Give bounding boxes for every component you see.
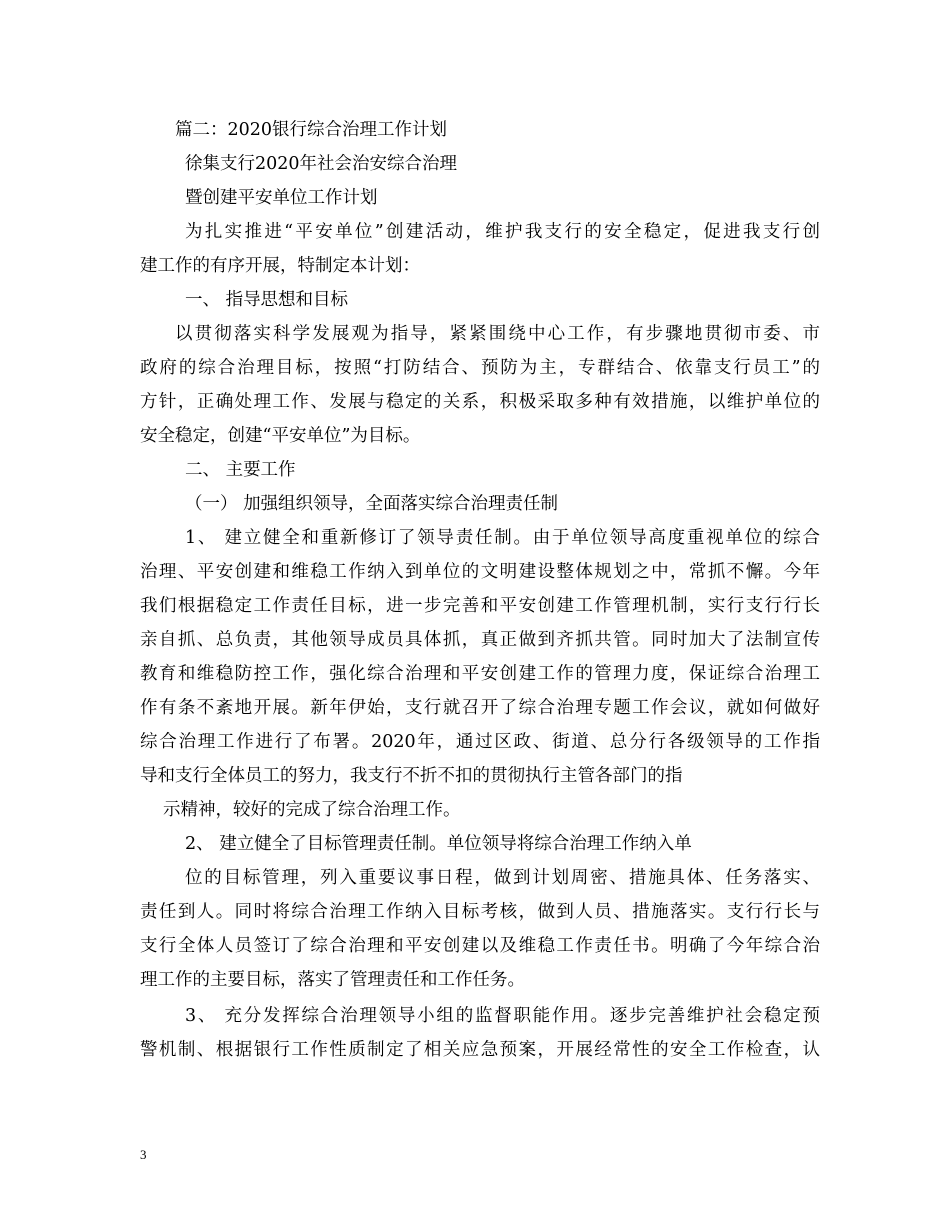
section-heading-1: 一、 指导思想和目标 — [185, 290, 349, 310]
title-line-2: 暨创建平安单位工作计划 — [185, 188, 378, 208]
item-1-paragraph-line: 1、 建立健全和重新修订了领导责任制。由于单位领导高度重视单位的综合 — [185, 528, 820, 548]
item-1-paragraph-line: 教育和维稳防控工作，强化综合治理和平安创建工作的管理力度，保证综合治理工 — [140, 664, 820, 684]
item-2-paragraph-line: 位的目标管理，列入重要议事日程，做到计划周密、措施具体、任务落实、 — [185, 868, 820, 888]
section-1-paragraph-line: 政府的综合治理目标，按照“打防结合、预防为主，专群结合、依靠支行员工”的 — [140, 358, 820, 378]
section-1-paragraph-line: 安全稳定，创建“平安单位”为目标。 — [140, 426, 421, 446]
item-3-paragraph-line: 警机制、根据银行工作性质制定了相关应急预案，开展经常性的安全工作检查，认 — [140, 1040, 820, 1060]
item-2-paragraph-line: 责任到人。同时将综合治理工作纳入目标考核，做到人员、措施落实。支行行长与 — [140, 902, 820, 922]
item-1-paragraph-line: 我们根据稳定工作责任目标，进一步完善和平安创建工作管理机制，实行支行行长 — [140, 596, 820, 616]
section-1-paragraph-line: 以贯彻落实科学发展观为指导，紧紧围绕中心工作，有步骤地贯彻市委、市 — [175, 324, 820, 344]
item-1-paragraph-line: 导和支行全体员工的努力，我支行不折不扣的贯彻执行主管各部门的指 — [140, 766, 683, 786]
title-line-1: 徐集支行2020年社会治安综合治理 — [185, 154, 458, 174]
intro-paragraph-line: 为扎实推进“平安单位”创建活动，维护我支行的安全稳定，促进我支行创 — [185, 222, 820, 242]
section-heading-2: 二、 主要工作 — [185, 460, 296, 480]
intro-paragraph-line: 建工作的有序开展，特制定本计划： — [140, 256, 420, 276]
section-1-paragraph-line: 方针，正确处理工作、发展与稳定的关系，积极采取多种有效措施，以维护单位的 — [140, 392, 820, 412]
item-3-paragraph-line: 3、 充分发挥综合治理领导小组的监督职能作用。逐步完善维护社会稳定预 — [185, 1006, 820, 1026]
item-1-paragraph-line: 综合治理工作进行了布署。2020年，通过区政、街道、总分行各级领导的工作指 — [140, 732, 820, 752]
item-2-paragraph-line: 支行全体人员签订了综合治理和平安创建以及维稳工作责任书。明确了今年综合治 — [140, 936, 820, 956]
item-1-paragraph-line: 示精神，较好的完成了综合治理工作。 — [163, 800, 461, 820]
subsection-heading-1: （一） 加强组织领导，全面落实综合治理责任制 — [185, 494, 559, 514]
page-number: 3 — [140, 1147, 147, 1162]
heading-part-two: 篇二：2020银行综合治理工作计划 — [175, 120, 448, 140]
item-2-paragraph-line: 2、 建立健全了目标管理责任制。单位领导将综合治理工作纳入单 — [185, 834, 692, 854]
item-1-paragraph-line: 作有条不紊地开展。新年伊始，支行就召开了综合治理专题工作会议，就如何做好 — [140, 698, 820, 718]
item-2-paragraph-line: 理工作的主要目标，落实了管理责任和工作任务。 — [140, 970, 525, 990]
item-1-paragraph-line: 亲自抓、总负责，其他领导成员具体抓，真正做到齐抓共管。同时加大了法制宣传 — [140, 630, 820, 650]
item-1-paragraph-line: 治理、平安创建和维稳工作纳入到单位的文明建设整体规划之中，常抓不懈。今年 — [140, 562, 820, 582]
